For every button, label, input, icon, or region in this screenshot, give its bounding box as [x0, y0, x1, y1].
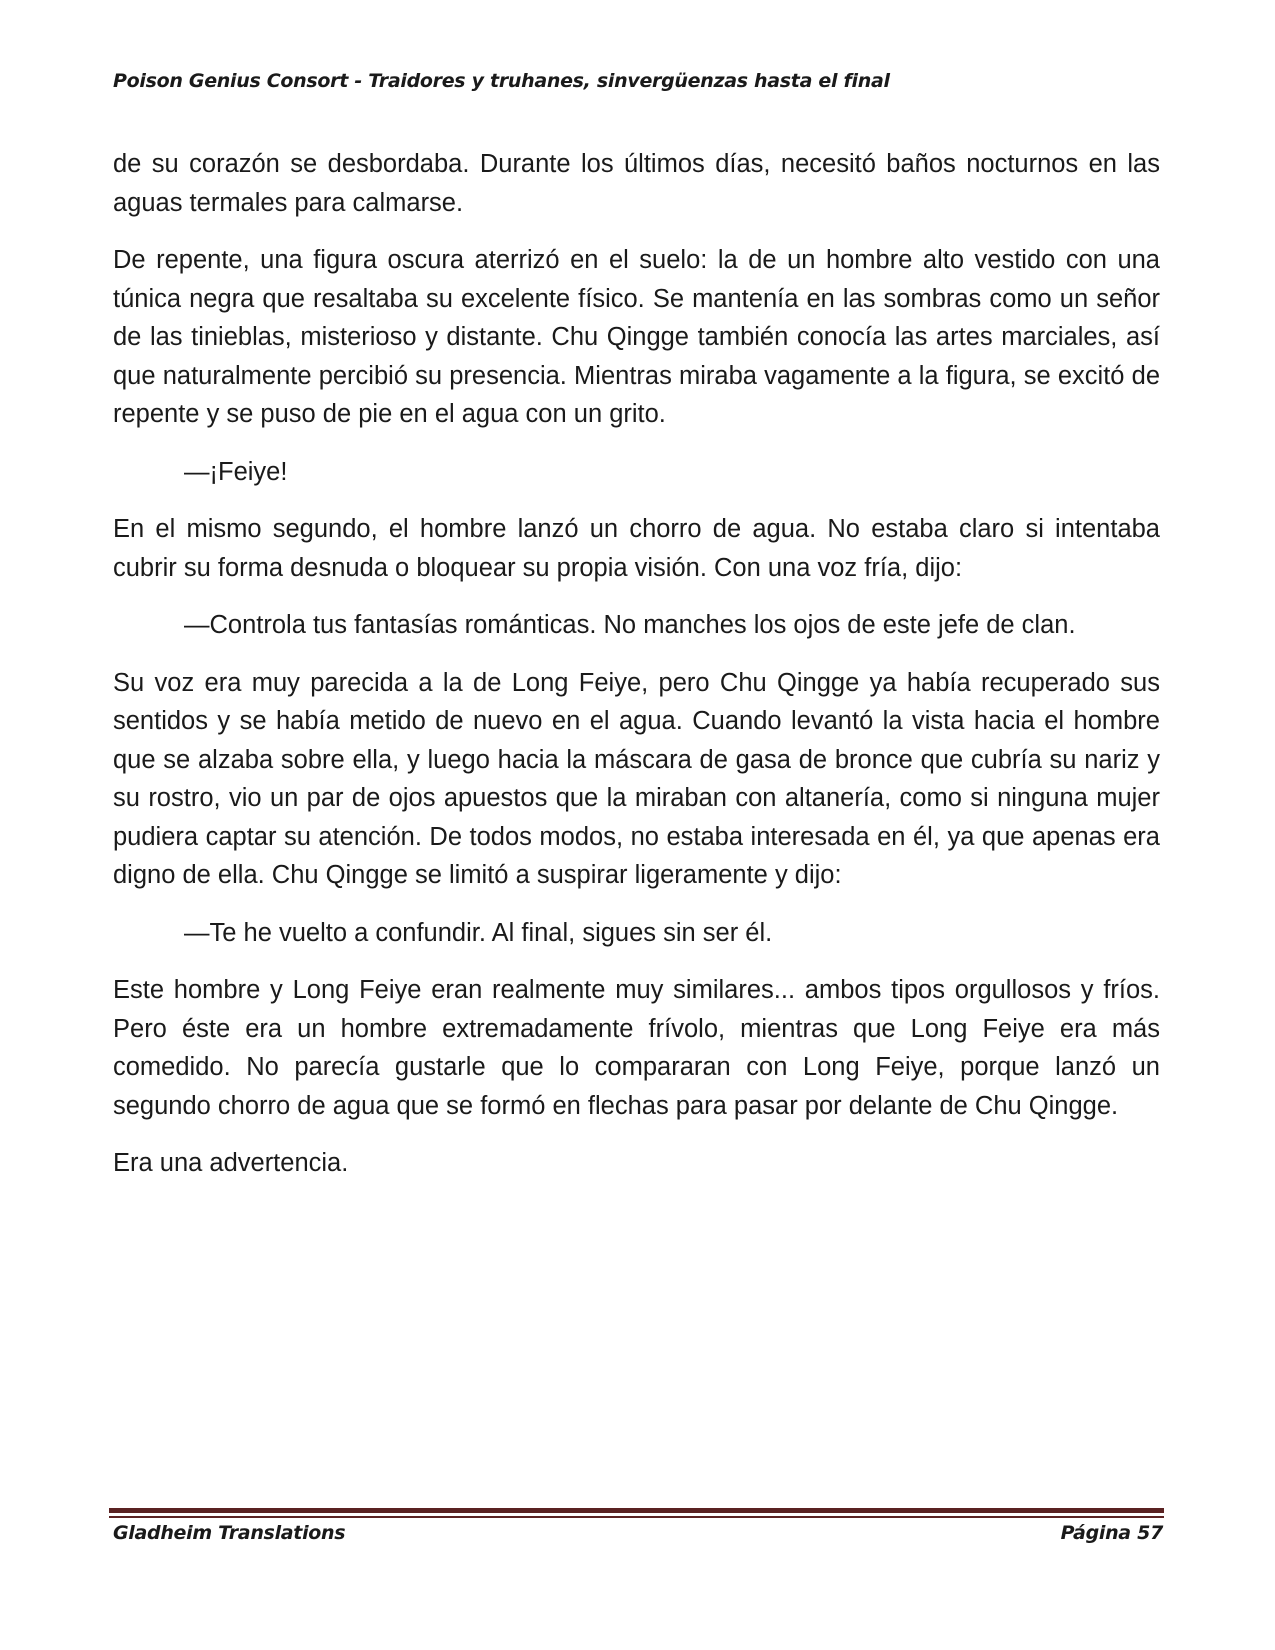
- dialogue-paragraph: —¡Feiye!: [184, 457, 288, 486]
- paragraph: En el mismo segundo, el hombre lanzó un chorro de agua. No estaba claro si intentaba cubrir su forma desnuda o bloquear su propia visión. Con una voz fría, dijo:: [113, 515, 1160, 582]
- paragraph: Era una advertencia.: [113, 1149, 349, 1177]
- paragraph: Este hombre y Long Feiye eran realmente muy similares... ambos tipos orgullosos y fríos. Pero éste era un hombre extremadamente frívolo, mientras que Long Feiye era más comedido. No parecía gustarle que lo compararan con Long Feiye, porque lanzó un segundo chorro de agua que se formó en flechas para pasar por delante de Chu Qingge.: [113, 976, 1160, 1120]
- dialogue-paragraph: —Te he vuelto a confundir. Al final, sigues sin ser él.: [184, 918, 773, 947]
- paragraph: Su voz era muy parecida a la de Long Feiye, pero Chu Qingge ya había recuperado sus sentidos y se había metido de nuevo en el agua. Cuando levantó la vista hacia el hombre que se alzaba sobre ella, y luego hacia la máscara de gasa de bronce que cubría su nariz y su rostro, vio un par de ojos apuestos que la miraban con altanería, como si ninguna mujer pudiera captar su atención. De todos modos, no estaba interesada en él, ya que apenas era digno de ella. Chu Qingge se limitó a suspirar ligeramente y dijo:: [113, 668, 1160, 889]
- footer-divider-thick: [109, 1508, 1164, 1513]
- body-text: [113, 145, 1160, 1202]
- paragraph: De repente, una figura oscura aterrizó en el suelo: la de un hombre alto vestido con una túnica negra que resaltaba su excelente físico. Se mantenía en las sombras como un señor de las tinieblas, misterioso y distante. Chu Qingge también conocía las artes marciales, así que naturalmente percibió su presencia. Mientras miraba vagamente a la figura, se excitó de repente y se puso de pie en el agua con un grito.: [113, 246, 1160, 428]
- footer-publisher: Gladheim Translations: [113, 1522, 346, 1544]
- footer-divider-thin: [109, 1516, 1164, 1518]
- dialogue-paragraph: —Controla tus fantasías románticas. No manches los ojos de este jefe de clan.: [184, 611, 1076, 639]
- page-header: Poison Genius Consort - Traidores y truhanes, sinvergüenzas hasta el final: [113, 70, 890, 92]
- paragraph: de su corazón se desbordaba. Durante los últimos días, necesitó baños nocturnos en las aguas termales para calmarse.: [113, 150, 1160, 217]
- footer-page-number: Página 57: [1060, 1522, 1163, 1544]
